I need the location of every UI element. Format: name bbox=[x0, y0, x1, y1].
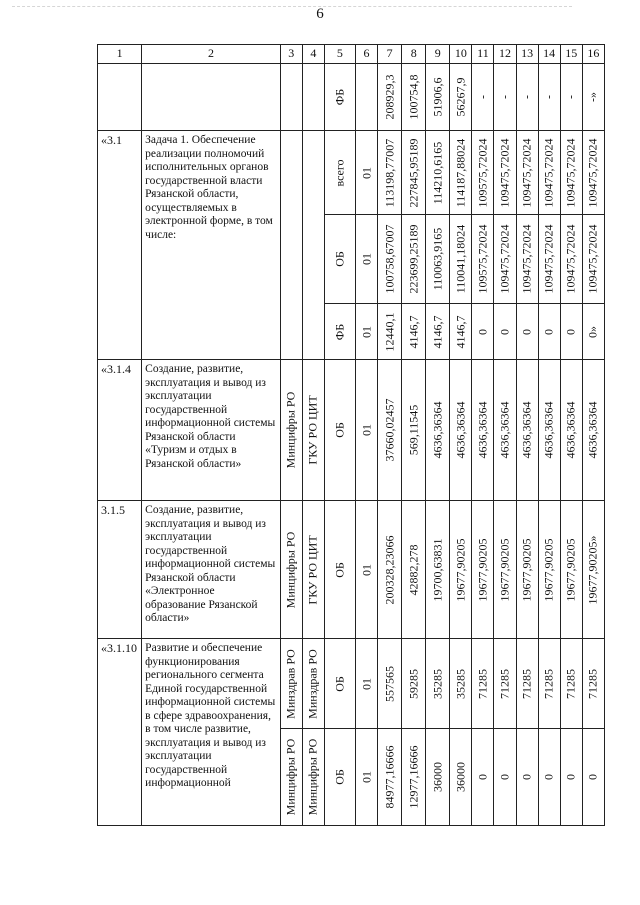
header-cell: 12 bbox=[494, 45, 516, 64]
header-cell: 4 bbox=[302, 45, 324, 64]
source-cell: ФБ bbox=[324, 304, 355, 360]
value-cell: 19677,90205 bbox=[538, 501, 560, 639]
header-cell: 7 bbox=[378, 45, 402, 64]
value-cell: 0» bbox=[582, 304, 604, 360]
source-cell: ОБ bbox=[324, 215, 355, 304]
header-cell: 5 bbox=[324, 45, 355, 64]
value-cell: 0 bbox=[472, 729, 494, 826]
header-cell: 9 bbox=[426, 45, 450, 64]
page-number: 6 bbox=[316, 6, 324, 22]
value-cell: 4636,36364 bbox=[538, 360, 560, 501]
value-cell: 109475,72024 bbox=[494, 131, 516, 215]
row-description: Создание, развитие, эксплуатация и вывод из эксплуатации государственной информационной системы Рязанской области «Туризм и отдых в Рязанской области» bbox=[142, 360, 281, 501]
table-row bbox=[98, 131, 605, 215]
header-cell: 10 bbox=[450, 45, 472, 64]
value-cell: 12977,16666 bbox=[402, 729, 426, 826]
value-cell: 19677,90205 bbox=[560, 501, 582, 639]
value-cell: 0 bbox=[472, 304, 494, 360]
value-cell: 4146,7 bbox=[402, 304, 426, 360]
source-cell: ФБ bbox=[324, 64, 355, 131]
value-cell: 19677,90205 bbox=[516, 501, 538, 639]
value-cell: 4146,7 bbox=[450, 304, 472, 360]
executor-cell: Минцифры РО bbox=[302, 729, 324, 826]
code-cell: 01 bbox=[355, 215, 377, 304]
value-cell: 36000 bbox=[450, 729, 472, 826]
source-cell: ОБ bbox=[324, 639, 355, 729]
executor-cell bbox=[302, 131, 324, 360]
executor-cell: Минздрав РО bbox=[302, 639, 324, 729]
header-cell: 8 bbox=[402, 45, 426, 64]
value-cell: 114187,88024 bbox=[450, 131, 472, 215]
value-cell: 4636,36364 bbox=[450, 360, 472, 501]
header-cell: 2 bbox=[142, 45, 281, 64]
value-cell: 4636,36364 bbox=[494, 360, 516, 501]
value-cell: 0 bbox=[494, 304, 516, 360]
code-cell: 01 bbox=[355, 360, 377, 501]
value-cell: 4636,36364 bbox=[582, 360, 604, 501]
value-cell: 114210,6165 bbox=[426, 131, 450, 215]
value-cell: 71285 bbox=[560, 639, 582, 729]
source-cell: всего bbox=[324, 131, 355, 215]
value-cell: 0 bbox=[582, 729, 604, 826]
budget-table bbox=[97, 44, 605, 826]
source-cell: ОБ bbox=[324, 501, 355, 639]
value-cell: 223699,25189 bbox=[402, 215, 426, 304]
value-cell: 71285 bbox=[538, 639, 560, 729]
value-cell: 56267,9 bbox=[450, 64, 472, 131]
value-cell: 0 bbox=[538, 729, 560, 826]
value-cell: 71285 bbox=[494, 639, 516, 729]
value-cell: 4636,36364 bbox=[560, 360, 582, 501]
value-cell: 110041,18024 bbox=[450, 215, 472, 304]
value-cell: 0 bbox=[538, 304, 560, 360]
value-cell: 19677,90205 bbox=[472, 501, 494, 639]
value-cell: 109475,72024 bbox=[494, 215, 516, 304]
header-cell: 16 bbox=[582, 45, 604, 64]
value-cell: 71285 bbox=[472, 639, 494, 729]
value-cell: 0 bbox=[516, 729, 538, 826]
header-cell: 14 bbox=[538, 45, 560, 64]
value-cell: 100758,67007 bbox=[378, 215, 402, 304]
row-number: «3.1 bbox=[98, 131, 142, 360]
responsible-cell bbox=[280, 131, 302, 360]
row-number: «3.1.4 bbox=[98, 360, 142, 501]
value-cell: 35285 bbox=[426, 639, 450, 729]
header-cell: 13 bbox=[516, 45, 538, 64]
value-cell: 569,11545 bbox=[402, 360, 426, 501]
value-cell: 109475,72024 bbox=[516, 131, 538, 215]
code-cell bbox=[355, 64, 377, 131]
responsible-cell: Минцифры РО bbox=[280, 501, 302, 639]
value-cell: 42882,278 bbox=[402, 501, 426, 639]
code-cell: 01 bbox=[355, 729, 377, 826]
value-cell: - bbox=[516, 64, 538, 131]
value-cell: 227845,95189 bbox=[402, 131, 426, 215]
value-cell: 0 bbox=[560, 729, 582, 826]
value-cell: 37660,02457 bbox=[378, 360, 402, 501]
value-cell: 0 bbox=[494, 729, 516, 826]
code-cell: 01 bbox=[355, 639, 377, 729]
value-cell: 208929,3 bbox=[378, 64, 402, 131]
value-cell: 0 bbox=[516, 304, 538, 360]
table-row bbox=[98, 501, 605, 639]
value-cell: 109575,72024 bbox=[472, 131, 494, 215]
value-cell: 557565 bbox=[378, 639, 402, 729]
header-cell: 3 bbox=[280, 45, 302, 64]
value-cell: 0 bbox=[560, 304, 582, 360]
responsible-cell: Минцифры РО bbox=[280, 729, 302, 826]
value-cell: 19700,63831 bbox=[426, 501, 450, 639]
value-cell: 19677,90205 bbox=[450, 501, 472, 639]
value-cell: 19677,90205 bbox=[494, 501, 516, 639]
value-cell: 109475,72024 bbox=[516, 215, 538, 304]
value-cell: 4636,36364 bbox=[472, 360, 494, 501]
table-row bbox=[98, 64, 605, 131]
value-cell: 109475,72024 bbox=[538, 215, 560, 304]
row-description bbox=[142, 64, 281, 131]
executor-cell bbox=[302, 64, 324, 131]
executor-cell: ГКУ РО ЦИТ bbox=[302, 360, 324, 501]
value-cell: 4636,36364 bbox=[426, 360, 450, 501]
value-cell: 109475,72024 bbox=[582, 215, 604, 304]
value-cell: 51906,6 bbox=[426, 64, 450, 131]
row-number: «3.1.10 bbox=[98, 639, 142, 826]
value-cell: -» bbox=[582, 64, 604, 131]
header-cell: 11 bbox=[472, 45, 494, 64]
header-cell: 6 bbox=[355, 45, 377, 64]
value-cell: 19677,90205» bbox=[582, 501, 604, 639]
value-cell: 59285 bbox=[402, 639, 426, 729]
value-cell: 35285 bbox=[450, 639, 472, 729]
source-cell: ОБ bbox=[324, 360, 355, 501]
value-cell: - bbox=[538, 64, 560, 131]
value-cell: 109475,72024 bbox=[560, 215, 582, 304]
value-cell: 113198,77007 bbox=[378, 131, 402, 215]
table-row bbox=[98, 639, 605, 729]
code-cell: 01 bbox=[355, 501, 377, 639]
executor-cell: ГКУ РО ЦИТ bbox=[302, 501, 324, 639]
table-row bbox=[98, 360, 605, 501]
header-row bbox=[98, 45, 605, 64]
value-cell: - bbox=[472, 64, 494, 131]
code-cell: 01 bbox=[355, 304, 377, 360]
row-description: Задача 1. Обеспечение реализации полномочий исполнительных органов государственной власти Рязанской области, осуществляемых в электронной форме, в том числе: bbox=[142, 131, 281, 360]
value-cell: 84977,16666 bbox=[378, 729, 402, 826]
value-cell: 109575,72024 bbox=[472, 215, 494, 304]
row-description: Развитие и обеспечение функционирования регионального сегмента Единой государственной информационной системы в сфере здравоохранения, в том числе развитие, эксплуатация и вывод из эксплуатации государственной информационной bbox=[142, 639, 281, 826]
value-cell: 71285 bbox=[582, 639, 604, 729]
value-cell: 109475,72024 bbox=[582, 131, 604, 215]
value-cell: 4146,7 bbox=[426, 304, 450, 360]
responsible-cell bbox=[280, 64, 302, 131]
row-description: Создание, развитие, эксплуатация и вывод из эксплуатации государственной информационной системы Рязанской области «Электронное образование Рязанской области» bbox=[142, 501, 281, 639]
value-cell: - bbox=[560, 64, 582, 131]
header-cell: 15 bbox=[560, 45, 582, 64]
value-cell: - bbox=[494, 64, 516, 131]
value-cell: 36000 bbox=[426, 729, 450, 826]
responsible-cell: Минздрав РО bbox=[280, 639, 302, 729]
value-cell: 12440,1 bbox=[378, 304, 402, 360]
responsible-cell: Минцифры РО bbox=[280, 360, 302, 501]
value-cell: 109475,72024 bbox=[538, 131, 560, 215]
source-cell: ОБ bbox=[324, 729, 355, 826]
value-cell: 109475,72024 bbox=[560, 131, 582, 215]
value-cell: 71285 bbox=[516, 639, 538, 729]
value-cell: 4636,36364 bbox=[516, 360, 538, 501]
row-number bbox=[98, 64, 142, 131]
code-cell: 01 bbox=[355, 131, 377, 215]
value-cell: 110063,9165 bbox=[426, 215, 450, 304]
header-cell: 1 bbox=[98, 45, 142, 64]
value-cell: 100754,8 bbox=[402, 64, 426, 131]
row-number: 3.1.5 bbox=[98, 501, 142, 639]
value-cell: 200328,23066 bbox=[378, 501, 402, 639]
